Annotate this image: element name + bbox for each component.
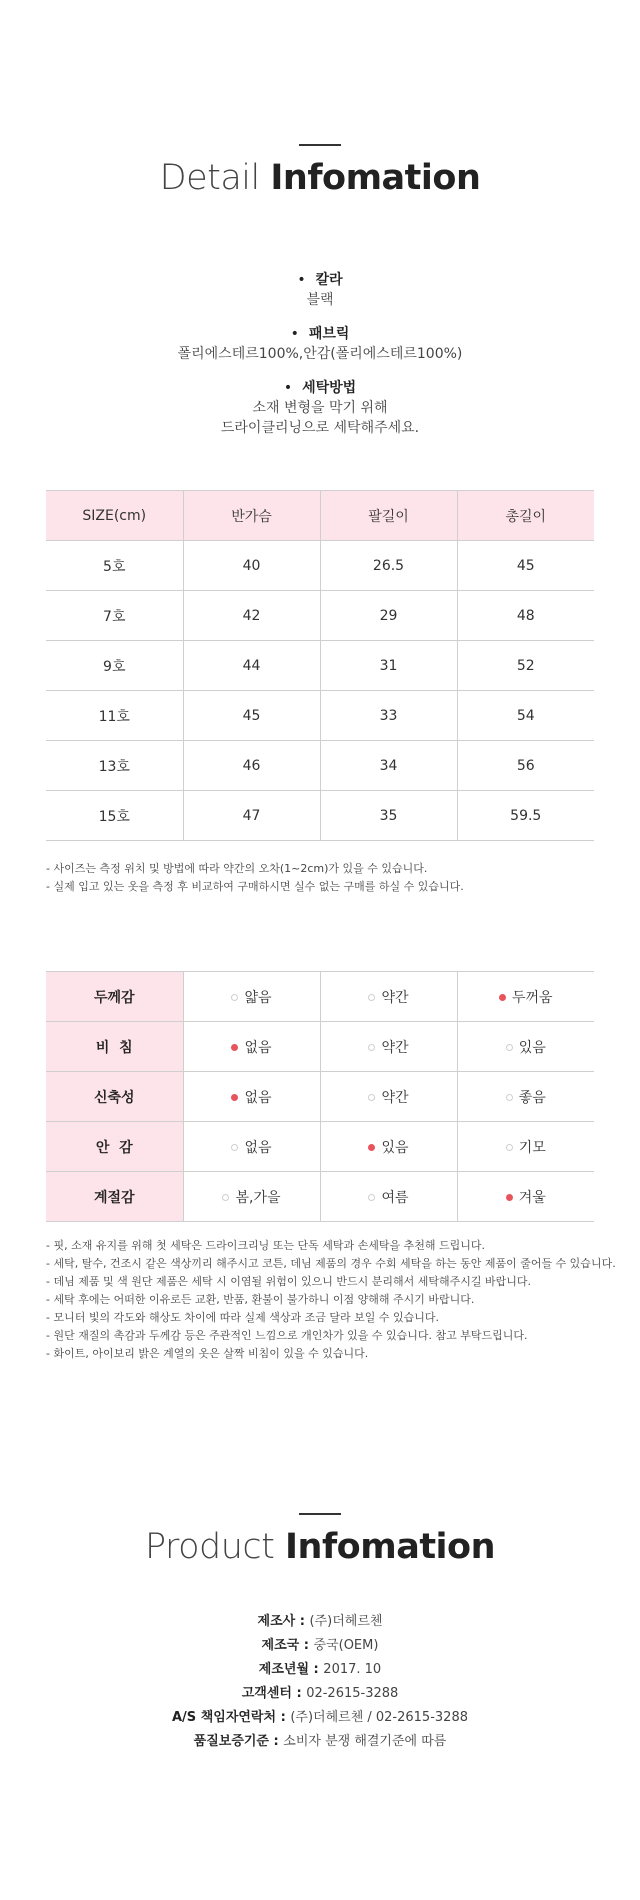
- feel-option-cell: [183, 1022, 320, 1072]
- feel-label-cell: 신축성: [46, 1072, 183, 1122]
- feel-option-cell: [457, 1122, 594, 1172]
- table-row: [46, 1172, 594, 1222]
- table-row: [46, 791, 594, 841]
- note-line: - 핏, 소재 유지를 위해 첫 세탁은 드라이크리닝 또는 단독 세탁과 손세탁을 추천해 드립니다.: [46, 1239, 485, 1252]
- info-value: 드라이클리닝으로 세탁해주세요.: [220, 420, 420, 436]
- heading-divider: [299, 144, 341, 146]
- info-value: 폴리에스테르100%,안감(폴리에스테르100%): [177, 346, 463, 362]
- feel-option-label: 좋음: [518, 1089, 546, 1106]
- bullet-icon: •: [297, 272, 306, 288]
- size-header-cell: SIZE(cm): [46, 491, 183, 541]
- size-header-cell: 반가슴: [183, 491, 320, 541]
- size-value-cell: 35: [320, 791, 457, 841]
- care-notes: [46, 1237, 616, 1363]
- selected-dot-icon: [231, 1044, 238, 1051]
- product-info-value: 소비자 분쟁 해결기준에 따름: [283, 1734, 447, 1749]
- product-heading: [0, 1527, 640, 1567]
- size-header-cell: 총길이: [457, 491, 594, 541]
- info-label: 칼라: [315, 272, 343, 288]
- size-label-cell: 11호: [46, 691, 183, 741]
- note-line: - 원단 재질의 촉감과 두께감 등은 주관적인 느낌으로 개인차가 있을 수 있습니다. 참고 부탁드립니다.: [46, 1329, 528, 1342]
- selected-dot-icon: [499, 994, 506, 1001]
- feel-option-label: 없음: [244, 1039, 272, 1056]
- note-line: - 세탁 후에는 어떠한 이유로든 교환, 반품, 환불이 불가하니 이점 양해해 주시기 바랍니다.: [46, 1293, 475, 1306]
- feel-option-cell: [183, 972, 320, 1022]
- table-row: [46, 691, 594, 741]
- feel-option-label: 있음: [381, 1139, 409, 1156]
- info-item-fabric: [0, 324, 640, 364]
- size-value-cell: 45: [183, 691, 320, 741]
- size-value-cell: 45: [457, 541, 594, 591]
- table-row: [46, 1022, 594, 1072]
- feel-option-label: 약간: [381, 1089, 409, 1106]
- empty-circle-icon: [368, 994, 375, 1001]
- empty-circle-icon: [368, 1194, 375, 1201]
- size-label-cell: 13호: [46, 741, 183, 791]
- info-label: 패브릭: [308, 326, 350, 342]
- feel-option-cell: [183, 1122, 320, 1172]
- feel-option-label: 약간: [381, 989, 409, 1006]
- size-table: [46, 490, 594, 841]
- selected-dot-icon: [231, 1094, 238, 1101]
- table-row: [46, 741, 594, 791]
- feel-option-label: 기모: [518, 1139, 546, 1156]
- empty-circle-icon: [368, 1094, 375, 1101]
- detail-heading-bold: Infomation: [270, 158, 481, 198]
- size-notes: [46, 860, 606, 896]
- product-info-row: A/S 책임자연락처 : (주)더헤르첸 / 02-2615-3288: [172, 1710, 468, 1725]
- size-table-header: [46, 491, 594, 541]
- product-info-value: 02-2615-3288: [306, 1686, 399, 1701]
- empty-circle-icon: [231, 994, 238, 1001]
- feel-option-label: 봄,가을: [235, 1189, 281, 1206]
- empty-circle-icon: [368, 1044, 375, 1051]
- product-info-summary: [0, 270, 640, 452]
- feel-option-cell: [457, 1172, 594, 1222]
- product-heading-section: [0, 1513, 640, 1567]
- size-value-cell: 34: [320, 741, 457, 791]
- bullet-icon: •: [283, 380, 293, 396]
- product-info-key: 제조년월: [258, 1662, 310, 1677]
- feel-option-cell: [320, 972, 457, 1022]
- detail-heading-light: Detail: [159, 158, 260, 198]
- feel-option-cell: [320, 1022, 457, 1072]
- product-info-key: 제조국: [261, 1638, 300, 1653]
- note-line: - 화이트, 아이보리 밝은 계열의 옷은 살짝 비침이 있을 수 있습니다.: [46, 1347, 369, 1360]
- table-row: [46, 972, 594, 1022]
- product-info-list: [0, 1610, 640, 1754]
- product-info-value: 중국(OEM): [313, 1638, 379, 1653]
- size-label-cell: 15호: [46, 791, 183, 841]
- empty-circle-icon: [231, 1144, 238, 1151]
- feel-label-cell: 두께감: [46, 972, 183, 1022]
- size-value-cell: 52: [457, 641, 594, 691]
- feel-option-label: 겨울: [518, 1189, 546, 1206]
- size-value-cell: 47: [183, 791, 320, 841]
- size-value-cell: 42: [183, 591, 320, 641]
- product-info-value: 2017. 10: [323, 1662, 382, 1677]
- info-label: 세탁방법: [302, 380, 357, 396]
- feel-option-cell: [457, 972, 594, 1022]
- feel-label-cell: 비 침: [46, 1022, 183, 1072]
- feel-option-cell: [320, 1122, 457, 1172]
- product-info-key: 품질보증기준: [193, 1734, 269, 1749]
- size-label-cell: 7호: [46, 591, 183, 641]
- bullet-icon: •: [290, 326, 299, 342]
- heading-divider: [299, 1513, 341, 1515]
- product-info-row: 고객센터 : 02-2615-3288: [241, 1686, 399, 1701]
- fabric-feel-table: [46, 971, 594, 1222]
- product-info-value: (주)더헤르첸: [309, 1614, 383, 1629]
- info-value: 블랙: [306, 292, 334, 308]
- note-line: - 데님 제품 및 색 원단 제품은 세탁 시 이염될 위험이 있으니 반드시 분리해서 세탁해주시길 바랍니다.: [46, 1275, 531, 1288]
- product-info-row: 제조국 : 중국(OEM): [261, 1638, 379, 1653]
- feel-label-cell: 계절감: [46, 1172, 183, 1222]
- feel-option-cell: [320, 1172, 457, 1222]
- empty-circle-icon: [506, 1094, 513, 1101]
- product-info-row: 제조년월 : 2017. 10: [258, 1662, 382, 1677]
- feel-option-label: 약간: [381, 1039, 409, 1056]
- size-value-cell: 59.5: [457, 791, 594, 841]
- size-value-cell: 44: [183, 641, 320, 691]
- note-line: - 사이즈는 측정 위치 및 방법에 따라 약간의 오차(1~2cm)가 있을 수 있습니다.: [46, 862, 428, 875]
- size-value-cell: 56: [457, 741, 594, 791]
- feel-option-cell: [457, 1072, 594, 1122]
- empty-circle-icon: [222, 1194, 229, 1201]
- info-item-color: [0, 270, 640, 310]
- size-label-cell: 9호: [46, 641, 183, 691]
- table-row: [46, 641, 594, 691]
- table-row: [46, 591, 594, 641]
- feel-option-label: 여름: [381, 1189, 409, 1206]
- feel-option-label: 얇음: [244, 989, 272, 1006]
- empty-circle-icon: [506, 1044, 513, 1051]
- feel-label-cell: 안 감: [46, 1122, 183, 1172]
- feel-option-label: 있음: [518, 1039, 546, 1056]
- product-info-key: 고객센터: [241, 1686, 292, 1701]
- note-line: - 모니터 빛의 각도와 해상도 차이에 따라 실제 색상과 조금 달라 보일 수 있습니다.: [46, 1311, 439, 1324]
- empty-circle-icon: [506, 1144, 513, 1151]
- product-info-row: 제조사 : (주)더헤르첸: [257, 1614, 383, 1629]
- feel-option-cell: [183, 1072, 320, 1122]
- size-value-cell: 54: [457, 691, 594, 741]
- size-header-cell: 팔길이: [320, 491, 457, 541]
- note-line: - 세탁, 탈수, 건조시 같은 색상끼리 해주시고 코튼, 데님 제품의 경우 수회 세탁을 하는 동안 제품이 줄어들 수 있습니다.: [46, 1257, 616, 1270]
- product-info-key: A/S 책임자연락처: [172, 1710, 277, 1725]
- size-value-cell: 40: [183, 541, 320, 591]
- size-value-cell: 26.5: [320, 541, 457, 591]
- detail-heading: [0, 158, 640, 198]
- selected-dot-icon: [368, 1144, 375, 1151]
- info-item-washing: [0, 378, 640, 438]
- table-row: [46, 1072, 594, 1122]
- info-value: 소재 변형을 막기 위해: [252, 400, 388, 416]
- product-heading-bold: Infomation: [285, 1527, 496, 1567]
- product-info-row: 품질보증기준 : 소비자 분쟁 해결기준에 따름: [193, 1734, 447, 1749]
- size-value-cell: 46: [183, 741, 320, 791]
- selected-dot-icon: [506, 1194, 513, 1201]
- note-line: - 실제 입고 있는 옷을 측정 후 비교하여 구매하시면 실수 없는 구매를 하실 수 있습니다.: [46, 880, 464, 893]
- detail-heading-section: [0, 144, 640, 198]
- table-row: [46, 541, 594, 591]
- size-value-cell: 31: [320, 641, 457, 691]
- product-info-value: (주)더헤르첸 / 02-2615-3288: [290, 1710, 468, 1725]
- feel-option-cell: [320, 1072, 457, 1122]
- product-info-key: 제조사: [257, 1614, 296, 1629]
- feel-option-label: 두꺼움: [511, 989, 553, 1006]
- table-row: [46, 1122, 594, 1172]
- size-value-cell: 33: [320, 691, 457, 741]
- product-heading-light: Product: [144, 1527, 275, 1567]
- size-value-cell: 29: [320, 591, 457, 641]
- feel-option-cell: [183, 1172, 320, 1222]
- size-value-cell: 48: [457, 591, 594, 641]
- size-label-cell: 5호: [46, 541, 183, 591]
- feel-option-label: 없음: [244, 1139, 272, 1156]
- feel-option-cell: [457, 1022, 594, 1072]
- feel-option-label: 없음: [244, 1089, 272, 1106]
